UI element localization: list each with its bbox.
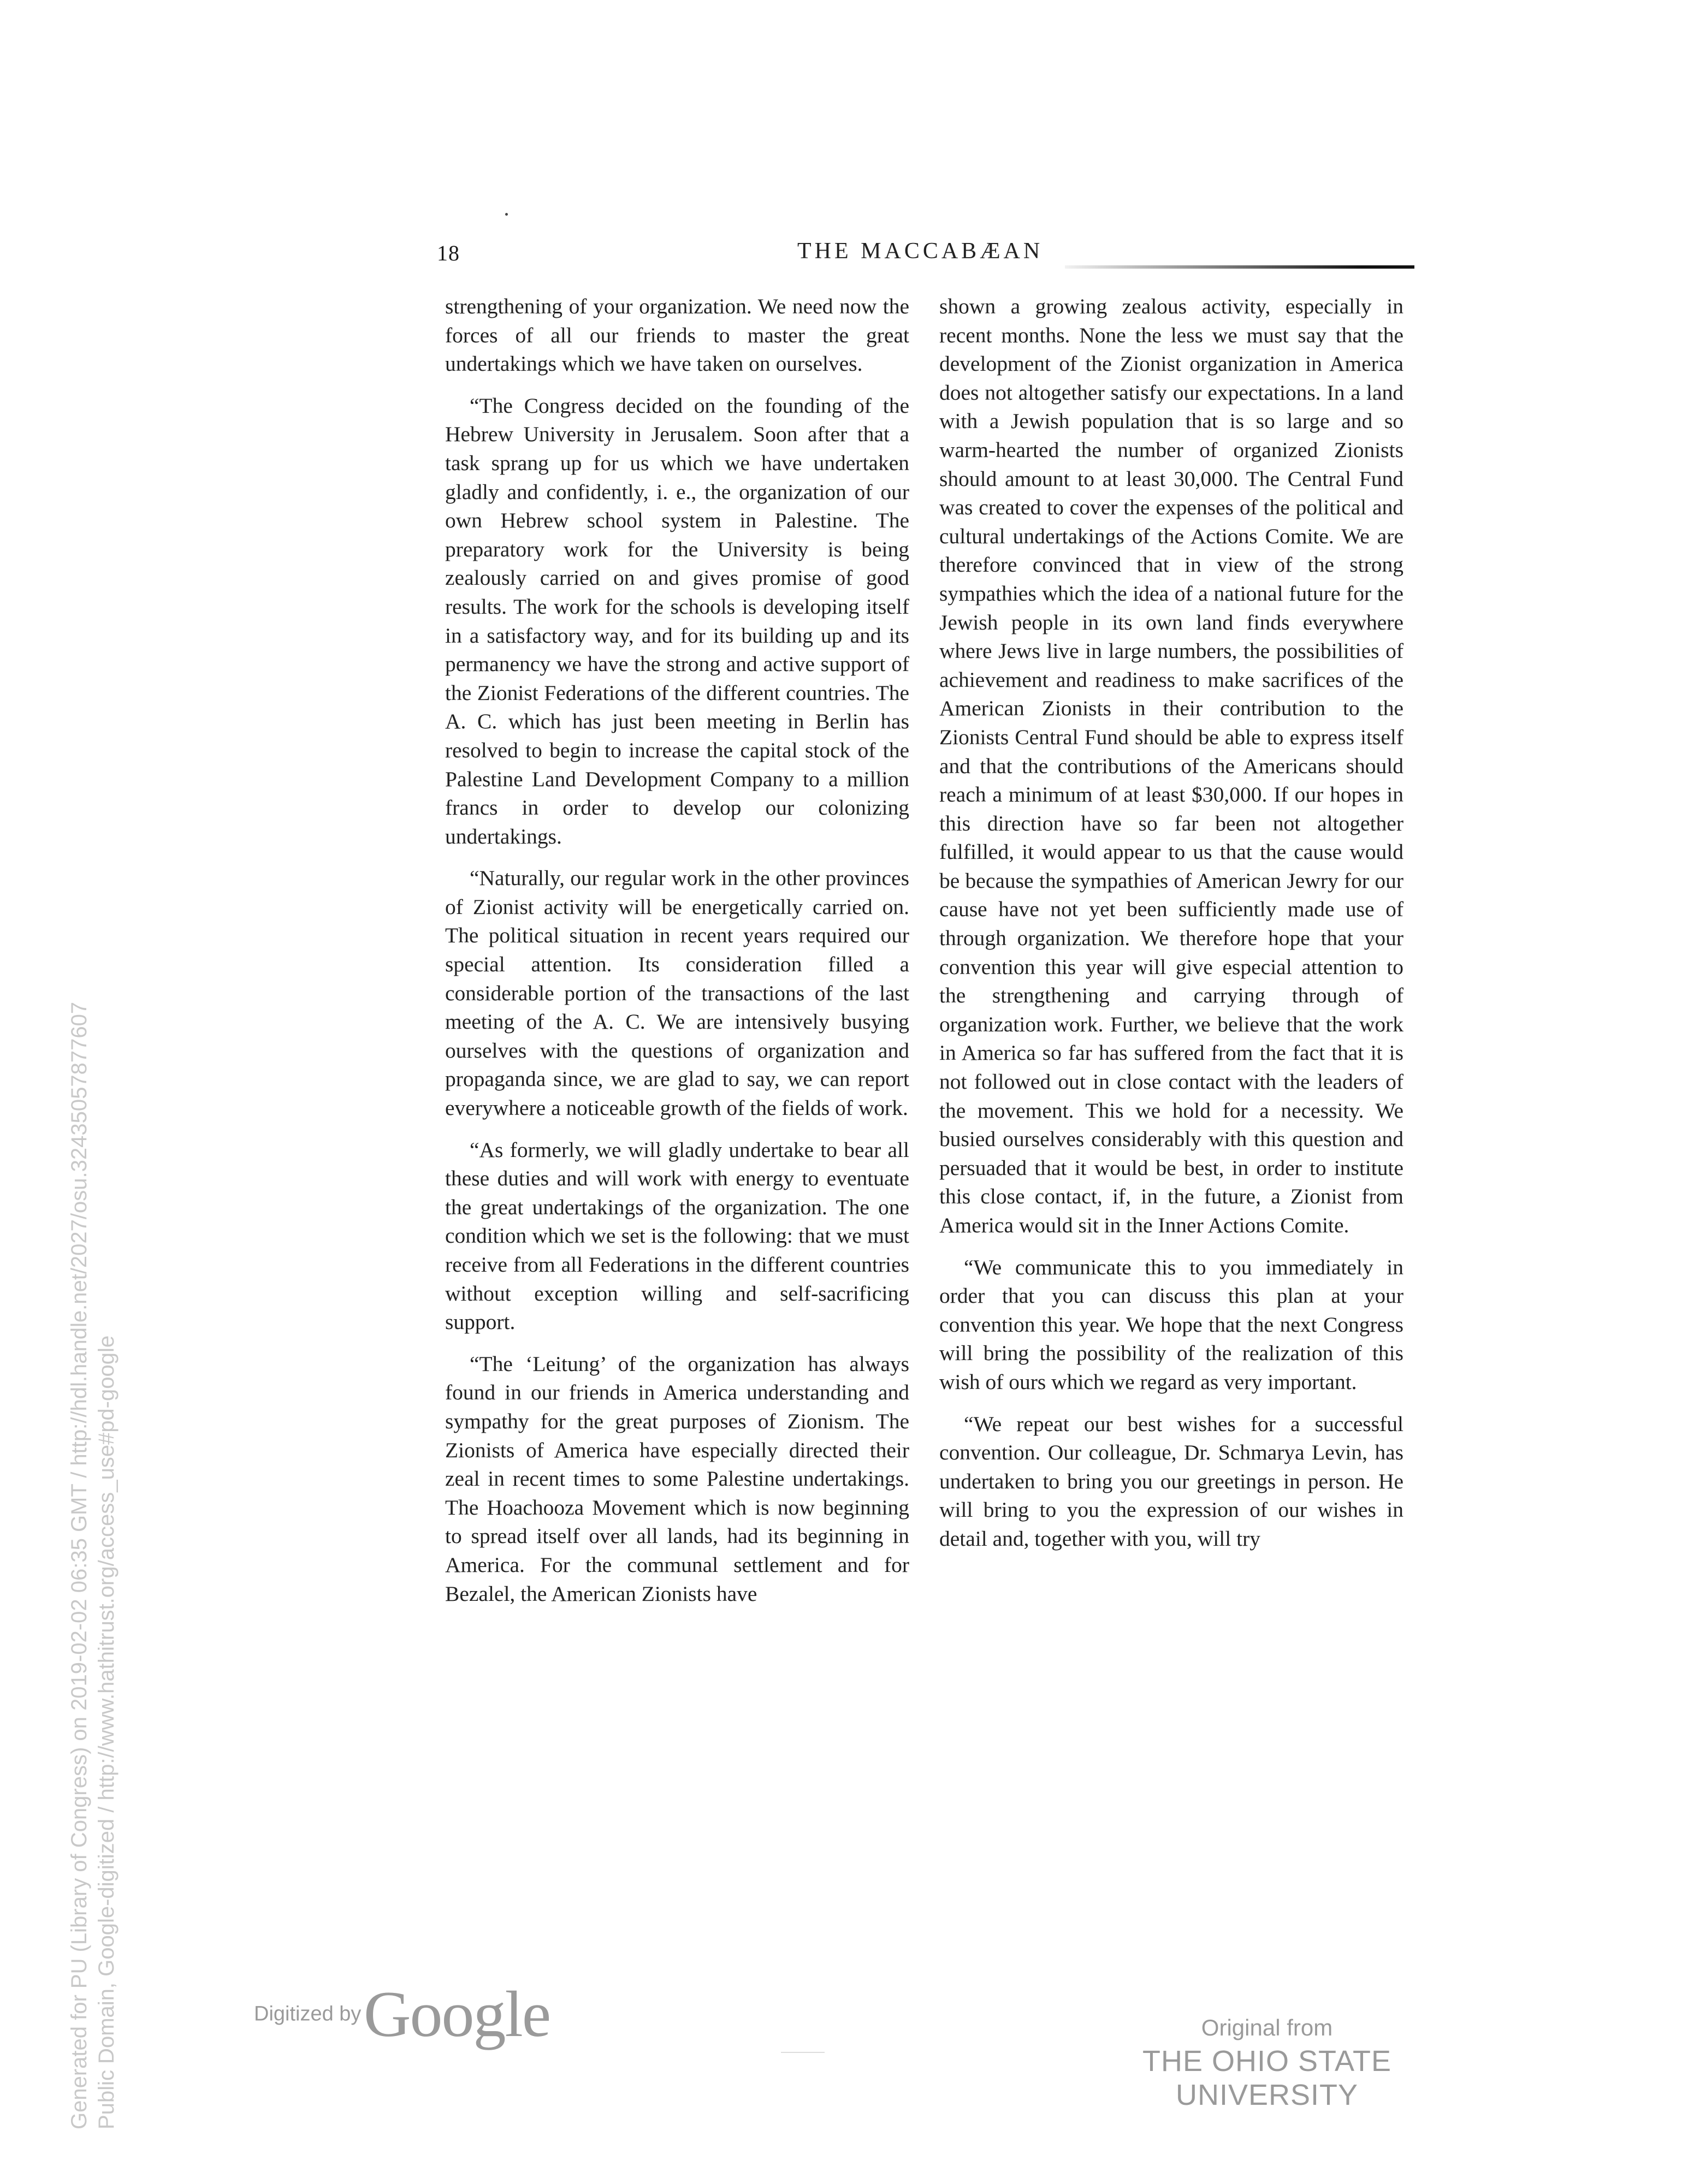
university-name: THE OHIO STATE UNIVERSITY — [1142, 2045, 1392, 2111]
stamp-line-generated: Generated for PU (Library of Congress) on 2019-02-02 06:35 GMT / http://hdl.handle.net/2027/osu.32435057877607 — [67, 1001, 91, 2129]
left-column — [445, 292, 909, 1621]
google-logo: Google — [363, 1978, 550, 2050]
original-from-block — [1065, 2015, 1469, 2112]
paragraph: shown a growing zealous activity, especially in recent months. None the less we must say that the development of the Zionist organization in America does not altogether satisfy our expectations. In a land with a Jewish population that is so large and so warm-hearted the number of organized Zionists should amount to at least 30,000. The Central Fund was created to cover the expenses of the political and cultural undertakings of the Actions Comite. We are therefore convinced that in view of the strong sympathies which the idea of a national future for the Jewish people in its own land finds everywhere where Jews live in large numbers, the possibilities of achievement and readiness to make sacrifices of the American Zionists in their contribution to the Zionists Central Fund should be able to express itself and that the contributions of the Americans should reach a minimum of at least $30,000. If our hopes in this direction have so far been not altogether fulfilled, it would appear to us that the cause would be because the sympathies of American Jewry for our cause have not yet been sufficiently made use of through organization. We therefore hope that your convention this year will give especial attention to the strengthening and carrying through of organization work. Further, we believe that the work in America so far has suffered from the fact that it is not followed out in close contact with the leaders of the movement. This we hold for a necessity. We busied ourselves considerably with this question and persuaded that it would be best, in order to institute this close contact, if, in the future, a Zionist from America would sit in the Inner Actions Comite. — [939, 294, 1403, 1237]
original-from-label: Original from — [1201, 2015, 1333, 2040]
paragraph: “As formerly, we will gladly undertake to bear all these duties and will work with energy to eventuate the great undertakings of the organization. The one condition which we set is the following: that we must receive from all Federations in the different countries without exception willing and self-sacrificing support. — [445, 1137, 909, 1334]
paragraph: strengthening of your organization. We need now the forces of all our friends to master the great undertakings which we have taken on ourselves. — [445, 294, 909, 376]
running-title: THE MACCABÆAN — [797, 239, 1044, 264]
ink-speck — [505, 213, 508, 216]
hathitrust-side-stamp — [66, 1002, 120, 2129]
paragraph: “We communicate this to you immediately in order that you can discuss this plan at your convention this year. We hope that the next Congress will bring the possibility of the realization of this wish of ours which we regard as very important. — [939, 1255, 1403, 1394]
right-column — [939, 292, 1403, 1566]
paragraph: “The Congress decided on the founding of the Hebrew University in Jerusalem. Soon after that a task sprang up for us which we have undertaken gladly and confidently, i. e., the organization of our own Hebrew school system in Palestine. The preparatory work for the University is being zealously carried on and gives promise of good results. The work for the schools is developing itself in a satisfactory way, and for its building up and its permanency we have the strong and active support of the Zionist Federations of the different countries. The A. C. which has just been meeting in Berlin has resolved to begin to increase the capital stock of the Palestine Land Development Company to a million francs in order to develop our colonizing undertakings. — [445, 393, 909, 848]
digitized-by-google — [254, 1977, 550, 2052]
paragraph: “The ‘Leitung’ of the organization has always found in our friends in America understanding and sympathy for the great purposes of Zionism. The Zionists of America have especially directed their zeal in recent times to some Palestine undertakings. The Hoachooza Movement which is now beginning to spread itself over all lands, had its beginning in America. For the communal settlement and for Bezalel, the American Zionists have — [445, 1351, 909, 1606]
digitized-by-label: Digitized by — [254, 2002, 362, 2026]
page-number: 18 — [437, 241, 460, 265]
paragraph: “Naturally, our regular work in the other provinces of Zionist activity will be energetically carried on. The political situation in recent years required our special attention. Its consideration filled a considerable portion of the transactions of the last meeting of the A. C. We are intensively busying ourselves with the questions of organization and propaganda since, we are glad to say, we can report everywhere a noticeable growth of the fields of work. — [445, 866, 909, 1120]
paragraph: “We repeat our best wishes for a successful convention. Our colleague, Dr. Schmarya Levin, has undertaken to bring you our greetings in person. He will bring to you the expression of our wishes in detail and, together with you, will try — [939, 1411, 1403, 1551]
stamp-line-public-domain: Public Domain, Google-digitized / http://www.hathitrust.org/access_use#pd-google — [94, 1335, 119, 2129]
header-rule — [1065, 265, 1414, 269]
footer-divider — [781, 2052, 825, 2053]
